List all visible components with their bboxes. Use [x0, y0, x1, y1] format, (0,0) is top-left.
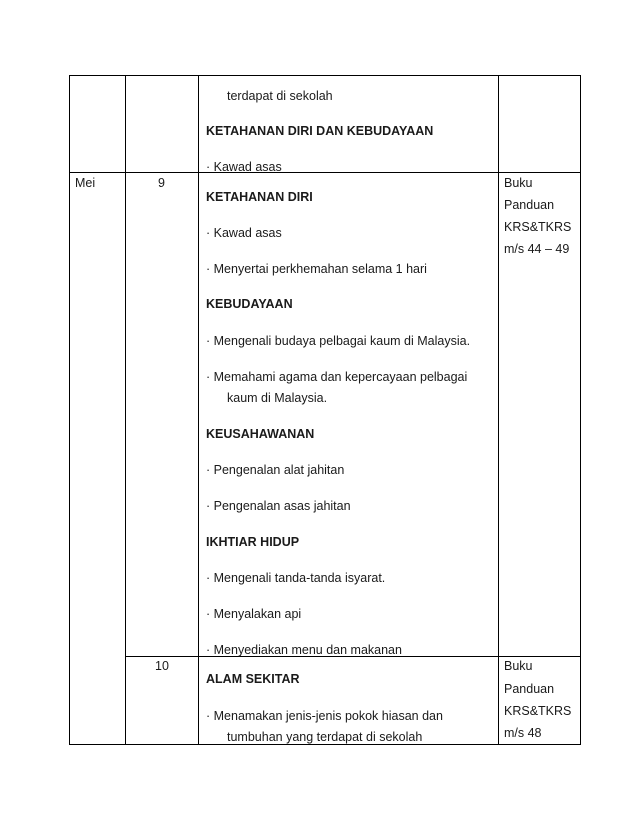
week-cell: 10 — [155, 659, 169, 673]
activity-line: · Menyalakan api — [206, 607, 302, 621]
activity-line: · Menyediakan menu dan makanan — [206, 643, 402, 657]
resource-line: Panduan — [504, 682, 555, 696]
activity-line: · Kawad asas — [206, 160, 282, 174]
table-border-top — [69, 75, 581, 76]
week-cell: 9 — [158, 176, 165, 190]
section-heading: KEBUDAYAAN — [206, 297, 293, 311]
resource-line: Buku — [504, 659, 533, 673]
activity-line: · Menyertai perkhemahan selama 1 hari — [206, 262, 427, 276]
resource-line: KRS&TKRS — [504, 704, 572, 718]
resource-line: m/s 48 — [504, 726, 542, 740]
activity-line: · Menamakan jenis-jenis pokok hiasan dan — [206, 709, 443, 723]
section-heading: IKHTIAR HIDUP — [206, 535, 300, 549]
resource-line: Panduan — [504, 198, 555, 212]
column-divider-1 — [125, 75, 126, 745]
resource-line: Buku — [504, 176, 533, 190]
table-border-left — [69, 75, 70, 745]
section-heading: KETAHANAN DIRI — [206, 190, 313, 204]
section-heading: ALAM SEKITAR — [206, 672, 300, 686]
section-heading: KETAHANAN DIRI DAN KEBUDAYAAN — [206, 124, 434, 138]
column-divider-2 — [198, 75, 199, 745]
section-heading: KEUSAHAWANAN — [206, 427, 315, 441]
row-divider-1 — [69, 172, 581, 173]
column-divider-3 — [498, 75, 499, 745]
activity-line: tumbuhan yang terdapat di sekolah — [227, 730, 423, 744]
activity-line: · Pengenalan alat jahitan — [206, 463, 345, 477]
month-cell: Mei — [75, 176, 96, 190]
activity-line: terdapat di sekolah — [227, 89, 333, 103]
activity-line: · Kawad asas — [206, 226, 282, 240]
activity-line: · Mengenali tanda-tanda isyarat. — [206, 571, 386, 585]
activity-line: kaum di Malaysia. — [227, 391, 328, 405]
activity-line: · Memahami agama dan kepercayaan pelbagai — [206, 370, 468, 384]
table-border-right — [580, 75, 581, 745]
activity-line: · Pengenalan asas jahitan — [206, 499, 351, 513]
resource-line: KRS&TKRS — [504, 220, 572, 234]
resource-line: m/s 44 – 49 — [504, 242, 570, 256]
activity-line: · Mengenali budaya pelbagai kaum di Malaysia. — [206, 334, 471, 348]
